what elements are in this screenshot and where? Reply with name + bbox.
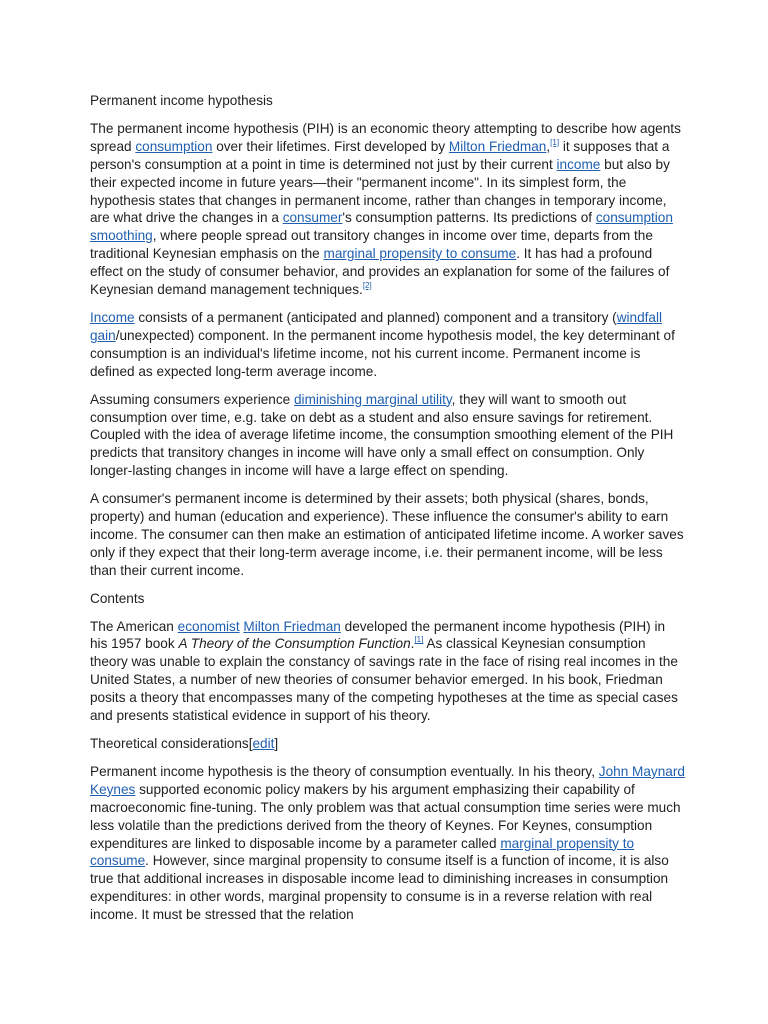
reference-2[interactable]: [2] <box>362 281 372 291</box>
income-paragraph <box>90 309 685 381</box>
text: , <box>546 138 551 154</box>
book-title: A Theory of the Consumption Function <box>178 636 411 652</box>
reference-1[interactable]: [1] <box>550 137 560 147</box>
link-marginal-propensity-to-consume[interactable]: marginal propensity to consume <box>323 246 517 262</box>
link-consumer[interactable]: consumer <box>282 210 343 226</box>
link-milton-friedman[interactable]: Milton Friedman <box>243 618 341 634</box>
text: . However, since marginal propensity to consume itself is a function of income, it is also true that additional increases in disposable income lead to diminishing increases in consumption expenditures: in other words, marginal propensity to consume is in a reverse relation with real income. It must be stressed that the relation <box>90 853 669 923</box>
text: , they will want to smooth out consumption over time, e.g. take on debt as a student and also ensure savings for retirement. Coupled with the idea of average lifetime income, the consumption smoothing element of the PIH predicts that transitory changes in income will have only a small effect on consumption. Only longer-lasting changes in income will have a large effect on spending. <box>90 391 674 479</box>
link-consumption[interactable]: consumption <box>135 138 213 154</box>
text: consists of a permanent (anticipated and planned) component and a transitory ( <box>134 309 617 325</box>
text: supported economic policy makers by his argument emphasizing their capability of macroeconomic fine-tuning. The only problem was that actual consumption time series were much less volatile than the predictions derived from the theory of Keynes. For Keynes, consumption expenditures are linked to disposable income by a parameter called <box>90 781 681 851</box>
link-john-maynard-keynes[interactable]: John Maynard Keynes <box>90 763 685 797</box>
link-milton-friedman[interactable]: Milton Friedman <box>448 138 547 154</box>
link-consumption-smoothing[interactable]: consumption smoothing <box>90 210 673 244</box>
text: The permanent income hypothesis (PIH) is an economic theory attempting to describe how agents spread <box>90 120 681 154</box>
bracket: ] <box>274 736 279 751</box>
page-title: Permanent income hypothesis <box>90 93 273 108</box>
contents-heading: Contents <box>90 590 145 606</box>
assets-paragraph: A consumer's permanent income is determined by their assets; both physical (shares, bonds, property) and human (education and experience). These influence the consumer's ability to earn income. The consumer can then make an estimation of anticipated lifetime income. A worker saves only if they expect that their long-term average income, i.e. their permanent income, will be less than their current income. <box>90 491 684 578</box>
text: it supposes that a person's consumption at a point in time is determined not just by their current <box>90 138 670 172</box>
text: , where people spread out transitory changes in income over time, departs from the traditional Keynesian emphasis on the <box>90 228 653 262</box>
text: As classical Keynesian consumption theory was unable to explain the constancy of savings rate in the face of rising real incomes in the United States, a number of new theories of consumer behavior emerged. In his book, Friedman posits a theory that encompasses many of the competing hypotheses at the time as special cases and presents statistical evidence in support of his theory. <box>90 636 678 724</box>
link-economist[interactable]: economist <box>177 618 240 634</box>
utility-paragraph <box>90 391 685 481</box>
intro-paragraph <box>90 120 685 299</box>
text: developed the permanent income hypothesis (PIH) in his 1957 book <box>90 618 666 652</box>
text: . It has had a profound effect on the study of consumer behavior, and provides an explanation for some of the failures of Keynesian demand management techniques. <box>90 246 670 298</box>
link-income[interactable]: income <box>556 156 601 172</box>
text: Permanent income hypothesis is the theory of consumption eventually. In his theory, <box>90 763 599 779</box>
text: . <box>410 636 415 652</box>
text: /unexpected) component. In the permanent income hypothesis model, the key determinant of consumption is an individual's lifetime income, not his current income. Permanent income is defined as expected long-term average income. <box>90 327 675 379</box>
link-marginal-propensity-to-consume[interactable]: marginal propensity to consume <box>90 835 635 869</box>
history-paragraph <box>90 618 685 725</box>
text: 's consumption patterns. Its predictions of <box>342 210 596 226</box>
theory-paragraph <box>90 763 685 924</box>
text: over their lifetimes. First developed by <box>212 138 449 154</box>
section-heading-theoretical-considerations <box>90 735 685 753</box>
bracket: [ <box>248 736 253 751</box>
section-title: Theoretical considerations <box>90 736 249 751</box>
reference-1[interactable]: [1] <box>414 635 424 645</box>
text: The American <box>90 618 178 634</box>
article <box>90 92 685 934</box>
edit-link[interactable]: edit <box>252 736 275 751</box>
text: but also by their expected income in future years—their "permanent income". In its simplest form, the hypothesis states that changes in permanent income, rather than changes in temporary income, are what drive the changes in a <box>90 156 670 226</box>
text: Assuming consumers experience <box>90 391 294 407</box>
link-diminishing-marginal-utility[interactable]: diminishing marginal utility <box>294 391 452 407</box>
link-income[interactable]: Income <box>90 309 135 325</box>
link-windfall-gain[interactable]: windfall gain <box>90 309 663 343</box>
